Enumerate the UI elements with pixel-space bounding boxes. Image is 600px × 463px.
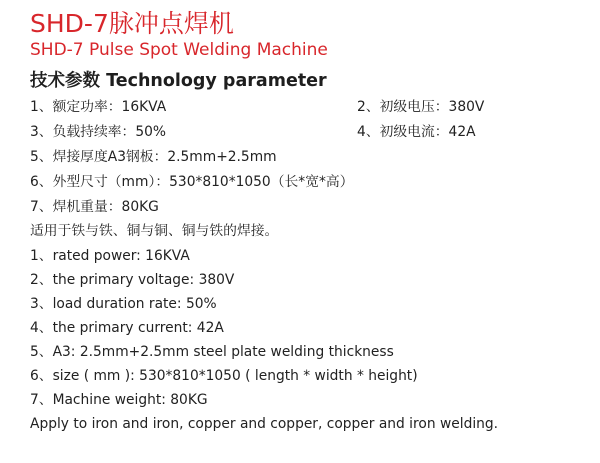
- param-en-load-duration: 3、load duration rate: 50%: [30, 296, 217, 312]
- usage-en: Apply to iron and iron, copper and copper, copper and iron welding.: [30, 416, 499, 432]
- page-title-en: SHD-7 Pulse Spot Welding Machine: [30, 40, 328, 60]
- param-zh-rated-power: 1、额定功率：16KVA: [30, 99, 167, 115]
- param-zh-weight: 7、焊机重量：80KG: [30, 199, 159, 215]
- param-en-weight: 7、Machine weight: 80KG: [30, 392, 208, 408]
- section-heading: 技术参数 Technology parameter: [30, 71, 327, 91]
- usage-zh: 适用于铁与铁、铜与铜、铜与铁的焊接。: [30, 223, 279, 239]
- param-zh-thickness: 5、焊接厚度A3钢板：2.5mm+2.5mm: [30, 149, 277, 165]
- param-en-thickness: 5、A3: 2.5mm+2.5mm steel plate welding thickness: [30, 344, 394, 360]
- param-en-primary-voltage: 2、the primary voltage: 380V: [30, 272, 235, 288]
- param-en-size: 6、size ( mm ): 530*810*1050 ( length * width * height): [30, 368, 418, 384]
- param-zh-primary-voltage: 2、初级电压：380V: [357, 99, 485, 115]
- param-zh-size: 6、外型尺寸（mm）：530*810*1050（长*宽*高）: [30, 174, 354, 190]
- page-title-zh: SHD-7脉冲点焊机: [30, 9, 234, 38]
- param-zh-load-duration: 3、负载持续率：50%: [30, 124, 167, 140]
- param-en-rated-power: 1、rated power: 16KVA: [30, 248, 190, 264]
- param-en-primary-current: 4、the primary current: 42A: [30, 320, 224, 336]
- param-zh-primary-current: 4、初级电流：42A: [357, 124, 476, 140]
